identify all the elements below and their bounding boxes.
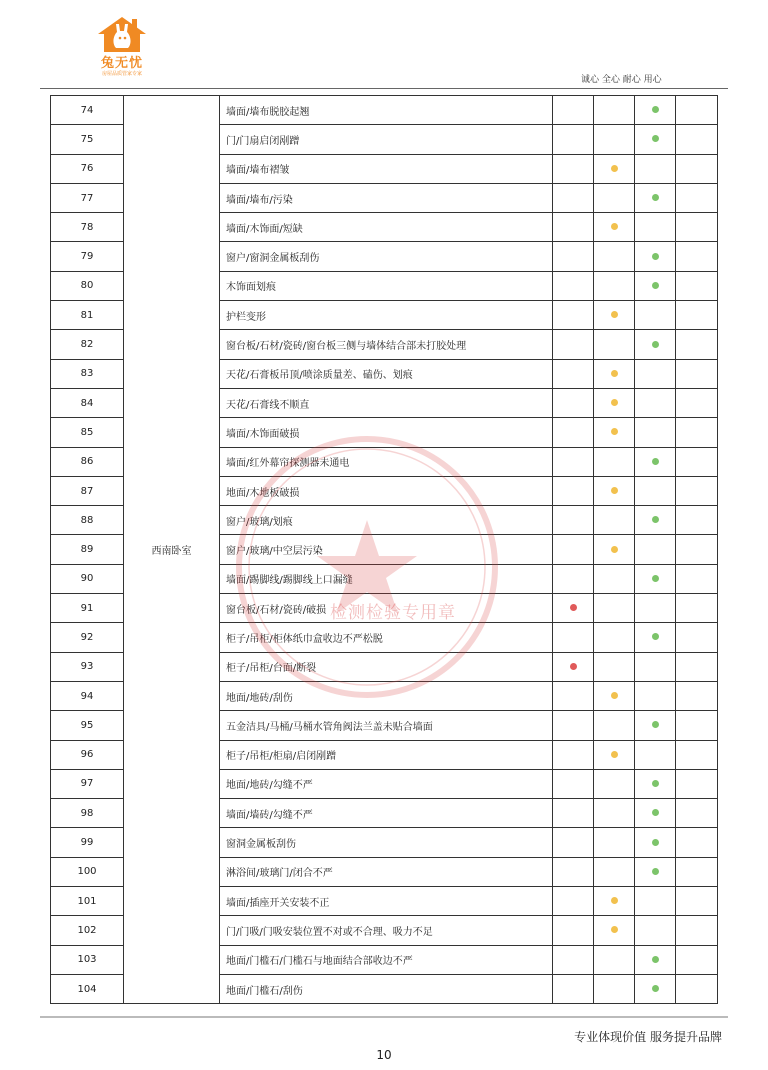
green-dot-icon — [652, 633, 659, 640]
defect-description: 窗户/玻璃/中空层污染 — [220, 535, 553, 564]
yellow-dot-icon — [611, 428, 618, 435]
severity-cell — [676, 447, 718, 476]
severity-cell — [635, 271, 676, 300]
inspection-table-body — [51, 96, 718, 1004]
severity-cell — [594, 271, 635, 300]
severity-cell — [635, 769, 676, 798]
severity-cell — [676, 623, 718, 652]
severity-cell — [594, 506, 635, 535]
severity-cell — [594, 535, 635, 564]
severity-cell — [676, 330, 718, 359]
severity-cell — [635, 359, 676, 388]
row-number: 79 — [51, 242, 124, 271]
defect-description: 地面/门槛石/刮伤 — [220, 974, 553, 1003]
severity-cell — [635, 506, 676, 535]
severity-cell — [676, 506, 718, 535]
brand-logo — [94, 14, 150, 84]
defect-description: 木饰面划痕 — [220, 271, 553, 300]
severity-cell — [553, 799, 594, 828]
defect-description: 天花/石膏板吊顶/喷涂质量差、磕伤、划痕 — [220, 359, 553, 388]
severity-cell — [553, 828, 594, 857]
severity-cell — [553, 740, 594, 769]
yellow-dot-icon — [611, 370, 618, 377]
row-number: 80 — [51, 271, 124, 300]
row-number: 77 — [51, 183, 124, 212]
severity-cell — [676, 799, 718, 828]
green-dot-icon — [652, 106, 659, 113]
green-dot-icon — [652, 516, 659, 523]
severity-cell — [676, 828, 718, 857]
defect-description: 墙面/踢脚线/踢脚线上口漏缝 — [220, 564, 553, 593]
severity-cell — [676, 535, 718, 564]
severity-cell — [553, 652, 594, 681]
severity-cell — [594, 681, 635, 710]
severity-cell — [594, 945, 635, 974]
severity-cell — [635, 125, 676, 154]
defect-description: 墙面/木饰面/短缺 — [220, 213, 553, 242]
severity-cell — [594, 476, 635, 505]
severity-cell — [594, 359, 635, 388]
severity-cell — [635, 916, 676, 945]
page-number: 10 — [376, 1048, 392, 1062]
severity-cell — [594, 916, 635, 945]
defect-description: 柜子/吊柜/柜体纸巾盒收边不严松脱 — [220, 623, 553, 652]
green-dot-icon — [652, 458, 659, 465]
header-divider — [40, 88, 728, 89]
defect-description: 五金洁具/马桶/马桶水管角阀法兰盖未贴合墙面 — [220, 711, 553, 740]
row-number: 91 — [51, 594, 124, 623]
severity-cell — [594, 301, 635, 330]
severity-cell — [635, 242, 676, 271]
severity-cell — [594, 242, 635, 271]
severity-cell — [676, 740, 718, 769]
severity-cell — [676, 359, 718, 388]
severity-cell — [676, 301, 718, 330]
severity-cell — [635, 594, 676, 623]
severity-cell — [676, 125, 718, 154]
severity-cell — [676, 242, 718, 271]
severity-cell — [676, 887, 718, 916]
defect-description: 墙面/木饰面破损 — [220, 418, 553, 447]
seal-text: 检测检验专用章 — [330, 603, 456, 623]
severity-cell — [553, 301, 594, 330]
severity-cell — [594, 828, 635, 857]
severity-cell — [635, 564, 676, 593]
severity-cell — [553, 681, 594, 710]
severity-cell — [676, 418, 718, 447]
severity-cell — [594, 418, 635, 447]
defect-description: 墙面/插座开关安装不正 — [220, 887, 553, 916]
yellow-dot-icon — [611, 165, 618, 172]
severity-cell — [635, 887, 676, 916]
severity-cell — [553, 623, 594, 652]
yellow-dot-icon — [611, 692, 618, 699]
row-number: 74 — [51, 96, 124, 125]
defect-description: 墙面/墙砖/勾缝不严 — [220, 799, 553, 828]
row-number: 97 — [51, 769, 124, 798]
severity-cell — [594, 740, 635, 769]
row-number: 87 — [51, 476, 124, 505]
severity-cell — [676, 769, 718, 798]
severity-cell — [676, 681, 718, 710]
row-number: 96 — [51, 740, 124, 769]
green-dot-icon — [652, 341, 659, 348]
severity-cell — [676, 711, 718, 740]
row-number: 104 — [51, 974, 124, 1003]
severity-cell — [553, 564, 594, 593]
severity-cell — [553, 125, 594, 154]
green-dot-icon — [652, 194, 659, 201]
defect-description: 护栏变形 — [220, 301, 553, 330]
severity-cell — [594, 594, 635, 623]
defect-description: 地面/木地板破损 — [220, 476, 553, 505]
severity-cell — [594, 769, 635, 798]
house-rabbit-icon — [94, 14, 150, 54]
defect-description: 窗洞金属板刮伤 — [220, 828, 553, 857]
yellow-dot-icon — [611, 223, 618, 230]
row-number: 92 — [51, 623, 124, 652]
severity-cell — [676, 652, 718, 681]
severity-cell — [594, 125, 635, 154]
row-number: 95 — [51, 711, 124, 740]
yellow-dot-icon — [611, 487, 618, 494]
severity-cell — [553, 242, 594, 271]
severity-cell — [635, 447, 676, 476]
row-number: 88 — [51, 506, 124, 535]
severity-cell — [553, 711, 594, 740]
severity-cell — [553, 96, 594, 125]
severity-cell — [594, 887, 635, 916]
defect-description: 门/门吸/门吸安装位置不对或不合理、吸力不足 — [220, 916, 553, 945]
row-number: 90 — [51, 564, 124, 593]
row-number: 78 — [51, 213, 124, 242]
green-dot-icon — [652, 956, 659, 963]
row-number: 84 — [51, 388, 124, 417]
severity-cell — [594, 330, 635, 359]
severity-cell — [676, 974, 718, 1003]
row-number: 83 — [51, 359, 124, 388]
severity-cell — [676, 271, 718, 300]
row-number: 94 — [51, 681, 124, 710]
severity-cell — [594, 857, 635, 886]
severity-cell — [594, 711, 635, 740]
severity-cell — [594, 154, 635, 183]
defect-description: 窗台板/石材/瓷砖/破损 — [220, 594, 553, 623]
room-name: 西南卧室 — [124, 96, 220, 1004]
severity-cell — [553, 183, 594, 212]
severity-cell — [635, 652, 676, 681]
green-dot-icon — [652, 868, 659, 875]
severity-cell — [635, 535, 676, 564]
defect-description: 窗台板/石材/瓷砖/窗台板三侧与墙体结合部未打胶处理 — [220, 330, 553, 359]
severity-cell — [594, 213, 635, 242]
severity-cell — [635, 476, 676, 505]
green-dot-icon — [652, 282, 659, 289]
severity-cell — [553, 388, 594, 417]
row-number: 89 — [51, 535, 124, 564]
defect-description: 墙面/红外幕帘探测器未通电 — [220, 447, 553, 476]
severity-cell — [676, 213, 718, 242]
severity-cell — [635, 740, 676, 769]
severity-cell — [635, 330, 676, 359]
severity-cell — [676, 183, 718, 212]
defect-description: 天花/石膏线不顺直 — [220, 388, 553, 417]
green-dot-icon — [652, 809, 659, 816]
row-number: 101 — [51, 887, 124, 916]
row-number: 98 — [51, 799, 124, 828]
severity-cell — [635, 213, 676, 242]
severity-cell — [676, 916, 718, 945]
footer-tagline: 专业体现价值 服务提升品牌 — [574, 1030, 722, 1044]
defect-description: 墙面/墙布褶皱 — [220, 154, 553, 183]
row-number: 82 — [51, 330, 124, 359]
severity-cell — [594, 564, 635, 593]
severity-cell — [676, 96, 718, 125]
footer-divider — [40, 1016, 728, 1018]
severity-cell — [553, 535, 594, 564]
severity-cell — [676, 388, 718, 417]
severity-cell — [553, 916, 594, 945]
yellow-dot-icon — [611, 751, 618, 758]
brand-tagline: 房屋品质管家专家 — [101, 71, 142, 77]
severity-cell — [635, 857, 676, 886]
severity-cell — [676, 564, 718, 593]
defect-description: 门/门扇启闭剐蹭 — [220, 125, 553, 154]
green-dot-icon — [652, 575, 659, 582]
defect-description: 窗户/玻璃/划痕 — [220, 506, 553, 535]
severity-cell — [635, 711, 676, 740]
green-dot-icon — [652, 839, 659, 846]
severity-cell — [635, 418, 676, 447]
defect-description: 地面/门槛石/门槛石与地面结合部收边不严 — [220, 945, 553, 974]
severity-cell — [635, 799, 676, 828]
severity-cell — [553, 271, 594, 300]
green-dot-icon — [652, 780, 659, 787]
defect-description: 柜子/吊柜/台面/断裂 — [220, 652, 553, 681]
severity-cell — [553, 506, 594, 535]
row-number: 93 — [51, 652, 124, 681]
green-dot-icon — [652, 135, 659, 142]
severity-cell — [635, 154, 676, 183]
row-number: 103 — [51, 945, 124, 974]
yellow-dot-icon — [611, 311, 618, 318]
severity-cell — [635, 301, 676, 330]
severity-cell — [594, 388, 635, 417]
table-row — [51, 96, 718, 125]
defect-description: 柜子/吊柜/柜扇/启闭剐蹭 — [220, 740, 553, 769]
severity-cell — [553, 154, 594, 183]
severity-cell — [635, 623, 676, 652]
severity-cell — [676, 594, 718, 623]
brand-name: 兔无忧 — [100, 56, 143, 71]
severity-cell — [594, 183, 635, 212]
severity-cell — [594, 447, 635, 476]
severity-cell — [553, 887, 594, 916]
severity-cell — [676, 945, 718, 974]
severity-cell — [676, 154, 718, 183]
row-number: 99 — [51, 828, 124, 857]
severity-cell — [635, 96, 676, 125]
severity-cell — [635, 183, 676, 212]
severity-cell — [553, 974, 594, 1003]
red-dot-icon — [570, 663, 577, 670]
severity-cell — [594, 96, 635, 125]
severity-cell — [635, 974, 676, 1003]
severity-cell — [553, 330, 594, 359]
yellow-dot-icon — [611, 546, 618, 553]
severity-cell — [553, 945, 594, 974]
severity-cell — [553, 418, 594, 447]
row-number: 81 — [51, 301, 124, 330]
yellow-dot-icon — [611, 897, 618, 904]
severity-cell — [635, 828, 676, 857]
severity-cell — [553, 769, 594, 798]
severity-cell — [635, 388, 676, 417]
row-number: 100 — [51, 857, 124, 886]
yellow-dot-icon — [611, 399, 618, 406]
defect-description: 墙面/墙布脱胶起翘 — [220, 96, 553, 125]
row-number: 86 — [51, 447, 124, 476]
severity-cell — [553, 213, 594, 242]
severity-cell — [594, 652, 635, 681]
inspection-table — [50, 95, 718, 1004]
severity-cell — [553, 594, 594, 623]
green-dot-icon — [652, 253, 659, 260]
yellow-dot-icon — [611, 926, 618, 933]
severity-cell — [553, 359, 594, 388]
defect-description: 窗户/窗洞金属板刮伤 — [220, 242, 553, 271]
green-dot-icon — [652, 721, 659, 728]
severity-cell — [553, 476, 594, 505]
defect-description: 地面/地砖/勾缝不严 — [220, 769, 553, 798]
severity-cell — [594, 799, 635, 828]
green-dot-icon — [652, 985, 659, 992]
severity-cell — [676, 476, 718, 505]
severity-cell — [635, 681, 676, 710]
severity-cell — [553, 447, 594, 476]
row-number: 85 — [51, 418, 124, 447]
severity-cell — [553, 857, 594, 886]
red-dot-icon — [570, 604, 577, 611]
header-slogan: 诚心 全心 耐心 用心 — [581, 75, 662, 85]
severity-cell — [676, 857, 718, 886]
row-number: 75 — [51, 125, 124, 154]
severity-cell — [635, 945, 676, 974]
row-number: 76 — [51, 154, 124, 183]
row-number: 102 — [51, 916, 124, 945]
defect-description: 墙面/墙布/污染 — [220, 183, 553, 212]
defect-description: 地面/地砖/刮伤 — [220, 681, 553, 710]
severity-cell — [594, 974, 635, 1003]
severity-cell — [594, 623, 635, 652]
defect-description: 淋浴间/玻璃门/闭合不严 — [220, 857, 553, 886]
